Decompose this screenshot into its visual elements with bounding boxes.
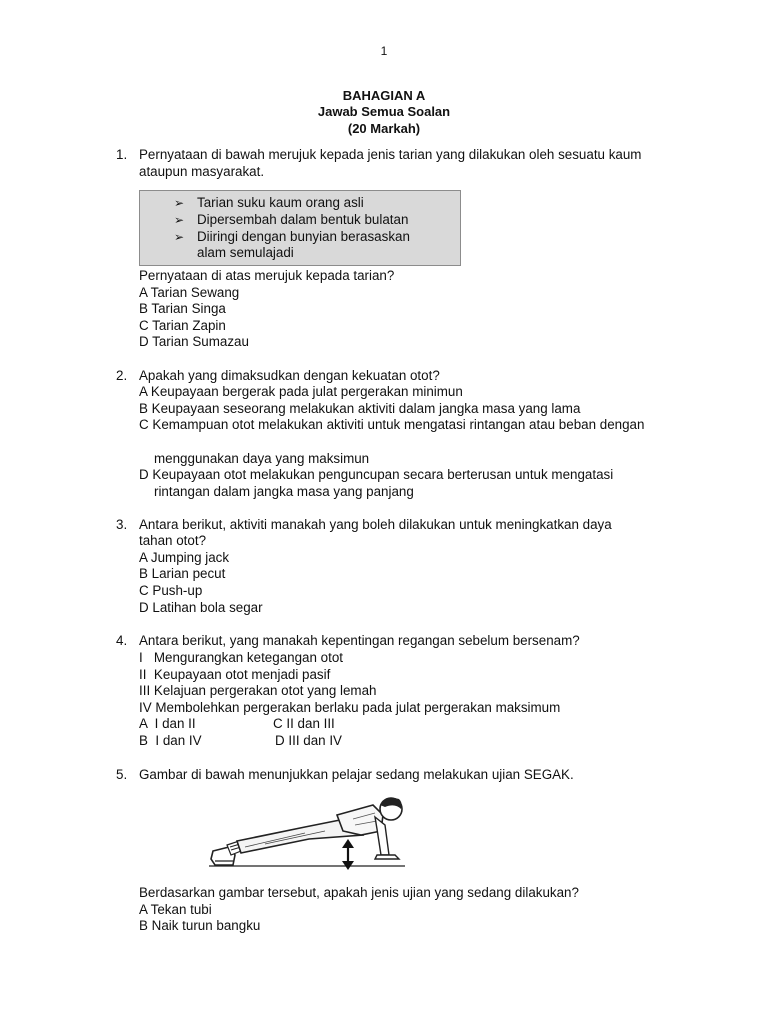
question-5-question: Berdasarkan gambar tersebut, apakah jenis ujian yang sedang dilakukan? (139, 885, 579, 900)
question-4-option-a: A I dan II (139, 716, 196, 731)
question-2-option-d: D Keupayaan otot melakukan penguncupan secara berterusan untuk mengatasi (139, 467, 614, 482)
question-1-option-b: B Tarian Singa (139, 301, 226, 316)
question-3-option-b: B Larian pecut (139, 566, 226, 581)
question-1-stem-cont: ataupun masyarakat. (139, 164, 265, 179)
question-3-stem-cont: tahan otot? (139, 533, 207, 548)
question-3-stem: Antara berikut, aktiviti manakah yang boleh dilakukan untuk meningkatkan daya (139, 517, 612, 532)
question-3-number: 3. (116, 517, 128, 532)
question-1-statement-box (139, 190, 461, 266)
up-down-arrow-icon (342, 839, 354, 870)
question-4-item-1: I Mengurangkan ketegangan otot (139, 650, 343, 665)
question-1-question: Pernyataan di atas merujuk kepada tarian? (139, 268, 395, 283)
statement-item-cont: alam semulajadi (197, 245, 294, 260)
question-4-item-2: II Keupayaan otot menjadi pasif (139, 667, 331, 682)
question-3-option-a: A Jumping jack (139, 550, 230, 565)
section-marks: (20 Markah) (347, 121, 421, 136)
question-4-option-b: B I dan IV (139, 733, 202, 748)
question-2-option-b: B Keupayaan seseorang melakukan aktiviti dalam jangka masa yang lama (139, 401, 581, 416)
question-1-option-c: C Tarian Zapin (139, 318, 226, 333)
section-title: BAHAGIAN A (342, 88, 426, 103)
question-3-option-d: D Latihan bola segar (139, 600, 263, 615)
question-4-item-4: IV Membolehkan pergerakan berlaku pada julat pergerakan maksimum (139, 700, 561, 715)
question-1-stem: Pernyataan di bawah merujuk kepada jenis tarian yang dilakukan oleh sesuatu kaum (139, 147, 642, 162)
question-5-stem: Gambar di bawah menunjukkan pelajar sedang melakukan ujian SEGAK. (139, 767, 574, 782)
question-4-number: 4. (116, 633, 128, 648)
section-instruction: Jawab Semua Soalan (317, 104, 451, 119)
statement-item: Tarian suku kaum orang asli (197, 195, 364, 210)
question-4-item-3: III Kelajuan pergerakan otot yang lemah (139, 683, 377, 698)
question-1-option-d: D Tarian Sumazau (139, 334, 249, 349)
question-2-number: 2. (116, 368, 128, 383)
question-2-stem: Apakah yang dimaksudkan dengan kekuatan otot? (139, 368, 440, 383)
statement-item: Dipersembah dalam bentuk bulatan (197, 212, 409, 227)
arrow-bullet-icon: ➢ (174, 230, 185, 244)
arrow-bullet-icon: ➢ (174, 213, 185, 227)
statement-item: Diiringi dengan bunyian berasaskan (197, 229, 410, 244)
question-1-option-a: A Tarian Sewang (139, 285, 240, 300)
question-2-option-d-cont: rintangan dalam jangka masa yang panjang (154, 484, 414, 499)
question-2-option-c: C Kemampuan otot melakukan aktiviti untuk mengatasi rintangan atau beban dengan (139, 417, 645, 432)
question-5-number: 5. (116, 767, 128, 782)
question-2-option-a: A Keupayaan bergerak pada julat pergerakan minimun (139, 384, 463, 399)
question-4-stem: Antara berikut, yang manakah kepentingan regangan sebelum bersenam? (139, 633, 580, 648)
question-5-option-b: B Naik turun bangku (139, 918, 261, 933)
push-up-figure (205, 795, 415, 880)
question-3-option-c: C Push-up (139, 583, 203, 598)
arrow-bullet-icon: ➢ (174, 196, 185, 210)
page-number: 1 (380, 44, 388, 58)
question-4-option-d: D III dan IV (275, 733, 342, 748)
question-2-option-c-cont: menggunakan daya yang maksimun (154, 451, 370, 466)
question-1-number: 1. (116, 147, 128, 162)
question-4-option-c: C II dan III (273, 716, 335, 731)
question-5-option-a: A Tekan tubi (139, 902, 212, 917)
